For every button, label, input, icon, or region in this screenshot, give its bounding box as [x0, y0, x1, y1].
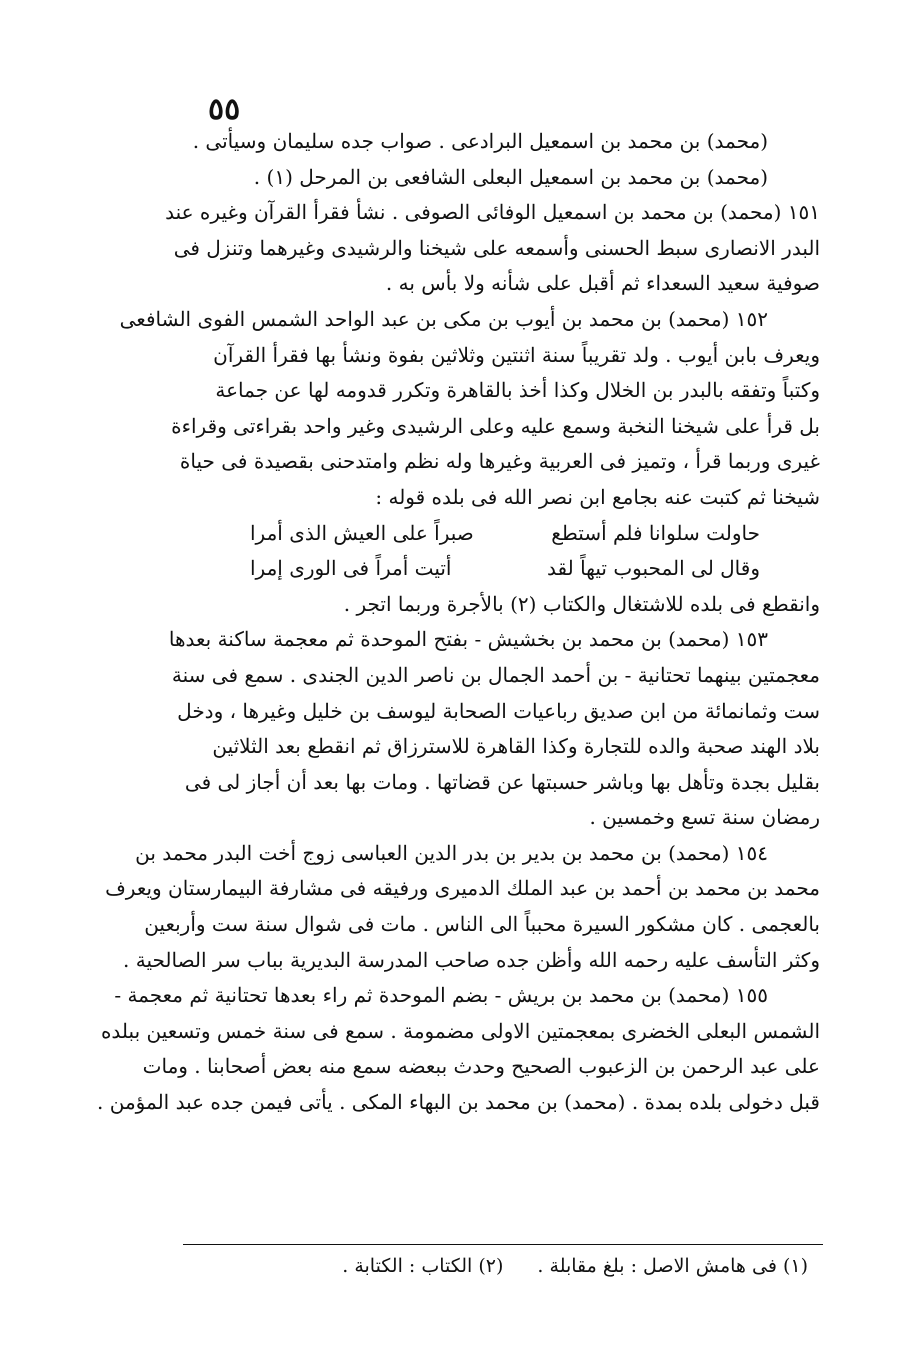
entry-154-line: ١٥٤ (محمد) بن محمد بن بدير بن بدر الدين العباسى زوج أخت البدر محمد بن — [135, 840, 768, 865]
text-line: بلاد الهند صحبة والده للتجارة وكذا القاهرة للاسترزاق ثم انقطع بعد الثلاثين — [212, 734, 820, 759]
page-number: ٥٥ — [208, 92, 241, 127]
body-text — [97, 124, 820, 1121]
text-line: الشمس البعلى الخضرى بمعجمتين الاولى مضمومة . سمع فى سنة خمس وتسعين ببلده — [100, 1018, 820, 1043]
text-line: بالعجمى . كان مشكور السيرة محبباً الى الناس . مات فى شوال سنة ست وأربعين — [144, 912, 820, 937]
entry-155-line: ١٥٥ (محمد) بن محمد بن بريش - بضم الموحدة ثم راء بعدها تحتانية ثم معجمة - — [114, 983, 768, 1008]
entry-153-line: ١٥٣ (محمد) بن محمد بن بخشيش - بفتح الموحدة ثم معجمة ساكنة بعدها — [168, 627, 768, 652]
text-line: بل قرأ على شيخنا النخبة وسمع عليه وعلى الرشيدى وغير واحد بقراءتى وقراءة — [171, 413, 820, 438]
text-line: وانقطع فى بلده للاشتغال والكتاب (٢) بالأجرة وربما اتجر . — [343, 591, 820, 616]
text-line: ست وثمانمائة من ابن صديق رباعيات الصحابة ليوسف بن خليل وغيرها ، ودخل — [177, 698, 820, 723]
text-line: ويعرف بابن أيوب . ولد تقريباً سنة اثنتين وثلاثين بفوة ونشأ بها فقرأ القرآن — [213, 342, 820, 367]
text-line: وكتباً وتفقه بالبدر بن الخلال وكذا أخذ بالقاهرة وتكرر قدومه لها عن جماعة — [215, 378, 820, 403]
footnote-rule — [183, 1244, 823, 1245]
text-line: معجمتين بينهما تحتانية - بن أحمد الجمال بن ناصر الدين الجندى . سمع فى سنة — [171, 662, 820, 687]
text-line: (محمد) بن محمد بن اسمعيل البرادعى . صواب جده سليمان وسيأتى . — [192, 129, 768, 153]
text-line: (محمد) بن محمد بن اسمعيل البعلى الشافعى بن المرحل (١) . — [253, 164, 768, 189]
verse-line — [180, 551, 820, 587]
verse-hemistich-right: حاولت سلوانا فلم أستطع — [551, 520, 760, 545]
text-line: محمد بن محمد بن أحمد بن عبد الملك الدميرى ورفيقه فى مشارفة البيمارستان ويعرف — [105, 876, 820, 901]
text-line: وكثر التأسف عليه رحمه الله وأظن جده صاحب المدرسة البديرية بباب سر الصالحية . — [123, 947, 820, 972]
text-line: صوفية سعيد السعداء ثم أقبل على شأنه ولا بأس به . — [385, 271, 820, 296]
entry-152-line: ١٥٢ (محمد) بن محمد بن أيوب بن مكى بن عبد الواحد الشمس الفوى الشافعى — [119, 306, 768, 331]
footnotes — [180, 1248, 820, 1284]
verse-hemistich-left: أتيت أمراً فى الورى إمرا — [250, 556, 452, 581]
text-line: البدر الانصارى سبط الحسنى وأسمعه على شيخنا والرشيدى وغيرهما وتنزل فى — [173, 235, 820, 260]
text-line: غيرى وربما قرأ ، وتميز فى العربية وغيرها وله نظم وامتدحنى بقصيدة فى حياة — [179, 449, 820, 474]
verse-line — [180, 516, 820, 552]
text-line: رمضان سنة تسع وخمسين . — [589, 805, 820, 830]
entry-151-line: ١٥١ (محمد) بن محمد بن اسمعيل الوفائى الصوفى . نشأ فقرأ القرآن وغيره عند — [165, 200, 820, 225]
text-line: شيخنا ثم كتبت عنه بجامع ابن نصر الله فى بلده قوله : — [375, 484, 820, 509]
verse-hemistich-right: وقال لى المحبوب تيهاً لقد — [547, 556, 760, 581]
text-line: على عبد الرحمن بن الزعبوب الصحيح وحدث ببعضه سمع منه بعض أصحابنا . ومات — [142, 1054, 820, 1079]
footnote-2: (٢) الكتاب : الكتابة . — [342, 1255, 504, 1277]
text-line: بقليل بجدة وتأهل بها وباشر حسبتها عن قضاتها . ومات بها بعد أن أجاز لى فى — [184, 769, 820, 794]
verse-hemistich-left: صبراً على العيش الذى أمرا — [250, 520, 474, 545]
footnote-1: (١) فى هامش الاصل : بلغ مقابلة . — [537, 1255, 808, 1277]
text-line: قبل دخولى بلده بمدة . (محمد) بن محمد بن البهاء المكى . يأتى فيمن جده عبد المؤمن . — [97, 1090, 820, 1115]
